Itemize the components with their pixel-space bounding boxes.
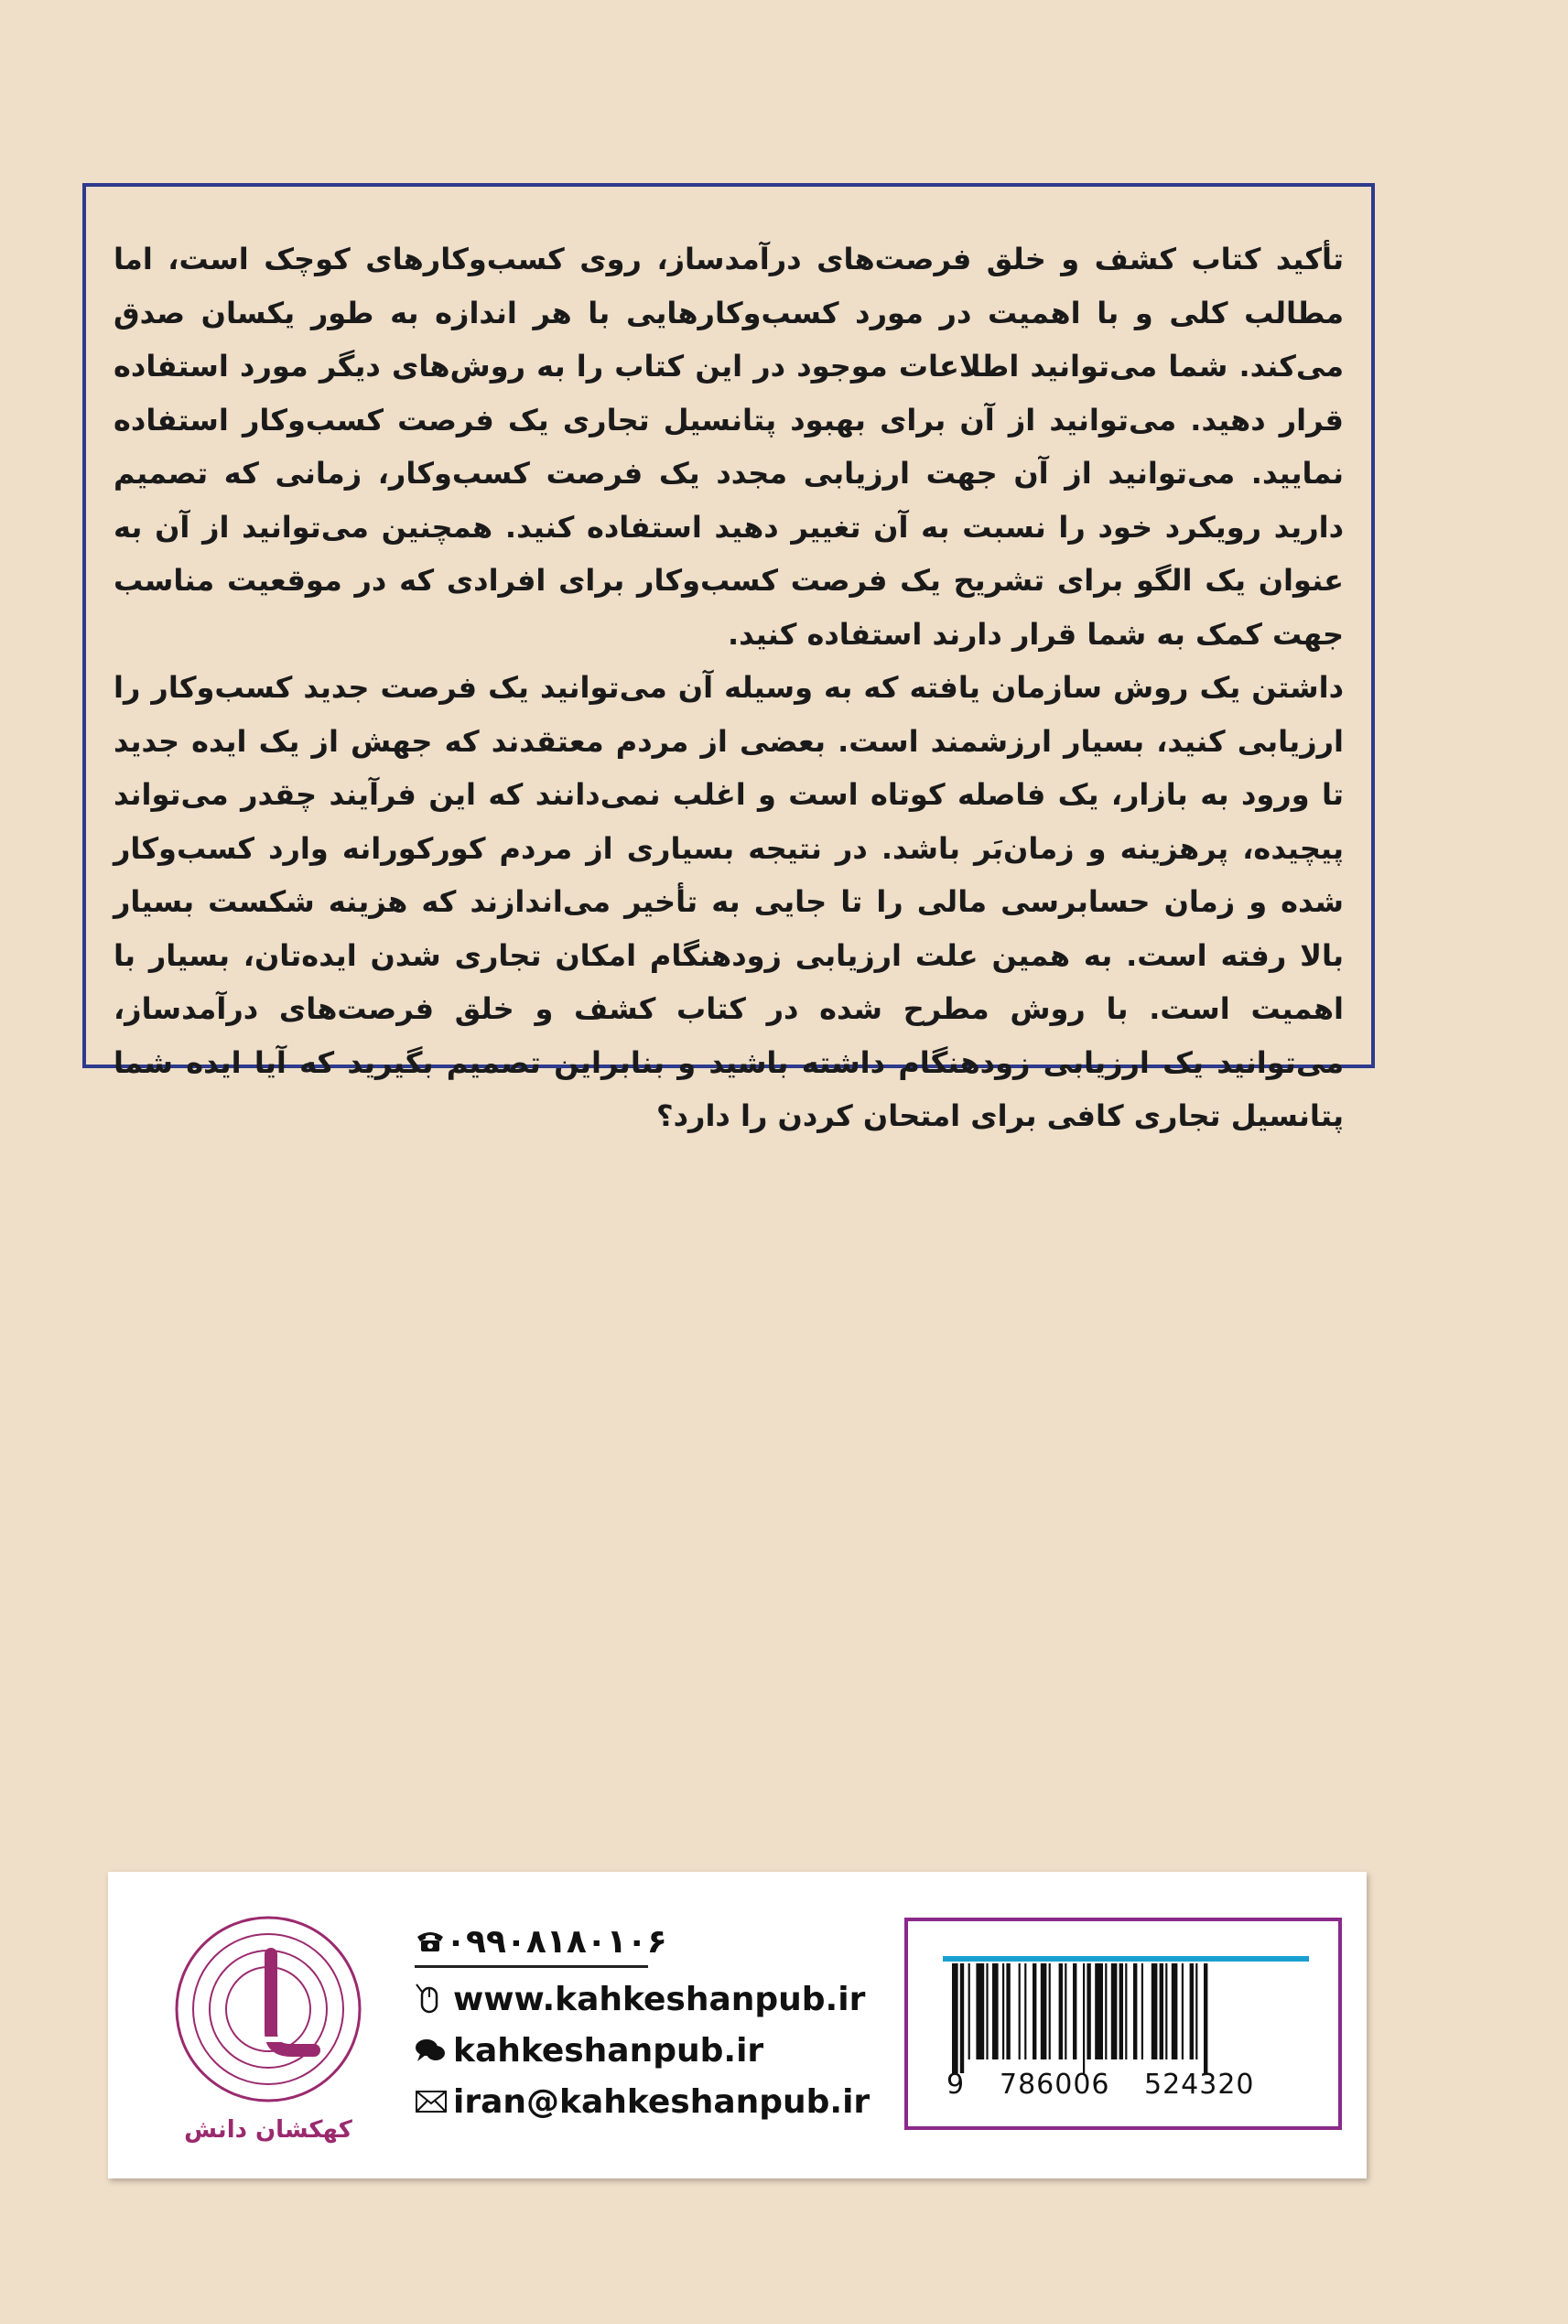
barcode-bar bbox=[1160, 1963, 1163, 2059]
phone-icon bbox=[415, 1929, 446, 1953]
email-link[interactable]: iran@kahkeshanpub.ir bbox=[453, 2082, 871, 2121]
isbn-barcode-box bbox=[904, 1918, 1342, 2130]
barcode-bar bbox=[1049, 1963, 1051, 2059]
barcode-bar bbox=[976, 1963, 984, 2059]
barcode-bar bbox=[1141, 1963, 1143, 2059]
phone-number: ۰۹۹۰۸۱۸۰۱۰۶ bbox=[446, 1922, 667, 1961]
website-link[interactable]: www.kahkeshanpub.ir bbox=[453, 1980, 866, 2018]
barcode-bar bbox=[1119, 1963, 1123, 2059]
barcode-bar bbox=[1152, 1963, 1158, 2059]
barcode-bar bbox=[1095, 1963, 1103, 2059]
barcode-digit-prefix: 9 bbox=[946, 2069, 965, 2101]
isbn-barcode bbox=[943, 1956, 1309, 2102]
barcode-bar bbox=[1002, 1963, 1004, 2059]
barcode-bar bbox=[1033, 1963, 1036, 2059]
social-row bbox=[415, 2025, 870, 2076]
barcode-bar bbox=[952, 1963, 958, 2073]
barcode-bar bbox=[1111, 1963, 1118, 2059]
publisher-logo-text: کهکشان دانش bbox=[184, 2116, 352, 2144]
barcode-bar bbox=[1019, 1963, 1021, 2059]
barcode-digits-right: 524320 bbox=[1144, 2069, 1255, 2101]
barcode-bar bbox=[986, 1963, 988, 2059]
barcode-bar bbox=[1125, 1963, 1127, 2059]
barcode-bar bbox=[1204, 1963, 1207, 2073]
barcode-bar bbox=[1172, 1963, 1178, 2059]
barcode-bar bbox=[992, 1963, 999, 2059]
barcode-bar bbox=[1182, 1963, 1184, 2059]
barcode-bar bbox=[1087, 1963, 1090, 2059]
barcode-bar bbox=[1073, 1963, 1076, 2059]
barcode-bar bbox=[1165, 1963, 1167, 2059]
phone-row bbox=[415, 1918, 667, 1968]
description-paragraph-1: تأکید کتاب کشف و خلق فرصت‌های درآمدساز، روی کسب‌وکارهای کوچک است، اما مطالب کلی و با اهمیت در مورد کسب‌وکارهایی با هر اندازه به طور یکسان صدق می‌کند. شما می‌توانید اطلاعات موجود در این کتاب را به روش‌های دیگر مورد استفاده قرار دهید. می‌توانید از آن برای بهبود پتانسیل تجاری یک فرصت کسب‌وکار استفاده نمایید. می‌توانید از آن جهت ارزیابی مجدد یک فرصت کسب‌وکار، زمانی که تصمیم دارید رویکرد خود را نسبت به آن تغییر دهید استفاده کنید. همچنین می‌توانید از آن به عنوان یک الگو برای تشریح یک فرصت کسب‌وکار برای افرادی که در موقعیت مناسب جهت کمک به شما قرار دارند استفاده کنید. bbox=[114, 242, 1344, 652]
social-link[interactable]: kahkeshanpub.ir bbox=[453, 2031, 764, 2070]
description-paragraph-2: داشتن یک روش سازمان یافته که به وسیله آن می‌توانید یک فرصت جدید کسب‌وکار را ارزیابی کنید، بسیار ارزشمند است. بعضی از مردم معتقدند که جهش از یک ایده جدید تا ورود به بازار، یک فاصله کوتاه است و اغلب نمی‌دانند که این فرآیند چقدر می‌تواند پیچیده، پرهزینه و زمان‌بَر باشد. در نتیجه بسیاری از مردم کورکورانه وارد کسب‌وکار شده و زمان حسابرسی مالی را تا جایی به تأخیر می‌اندازند که هزینه شکست بسیار بالا رفته است. به همین علت ارزیابی زودهنگام امکان تجاری شدن ایده‌تان، بسیار با اهمیت است. با روش مطرح شده در کتاب کشف و خلق فرصت‌های درآمدساز، می‌توانید یک ارزیابی زودهنگام داشته باشید و بنابراین تصمیم بگیرید که آیا ایده شما پتانسیل تجاری کافی برای امتحان کردن را دارد؟ bbox=[114, 670, 1344, 1133]
publisher-footer bbox=[108, 1872, 1367, 2178]
barcode-bar bbox=[1190, 1963, 1194, 2059]
barcode-bar bbox=[1059, 1963, 1063, 2059]
barcode-bar bbox=[1083, 1963, 1085, 2073]
envelope-icon bbox=[415, 2090, 453, 2113]
barcode-bar bbox=[1024, 1963, 1026, 2059]
barcode-digits-left: 786006 bbox=[1000, 2069, 1110, 2101]
barcode-bar bbox=[1041, 1963, 1047, 2059]
barcode-bar bbox=[960, 1963, 964, 2073]
barcode-bar bbox=[968, 1963, 970, 2059]
barcode-bar bbox=[1065, 1963, 1066, 2059]
mouse-click-icon bbox=[415, 1983, 453, 2016]
barcode-bar bbox=[1006, 1963, 1010, 2059]
website-row bbox=[415, 1973, 870, 2025]
book-description-box bbox=[82, 183, 1375, 1133]
barcode-bar bbox=[1195, 1963, 1197, 2059]
chat-bubbles-icon bbox=[415, 2037, 453, 2064]
email-row bbox=[415, 2076, 870, 2127]
barcode-bar bbox=[1133, 1963, 1137, 2059]
barcode-bar bbox=[1105, 1963, 1107, 2059]
publisher-logo bbox=[163, 1904, 373, 2160]
contact-list bbox=[415, 1918, 870, 2127]
